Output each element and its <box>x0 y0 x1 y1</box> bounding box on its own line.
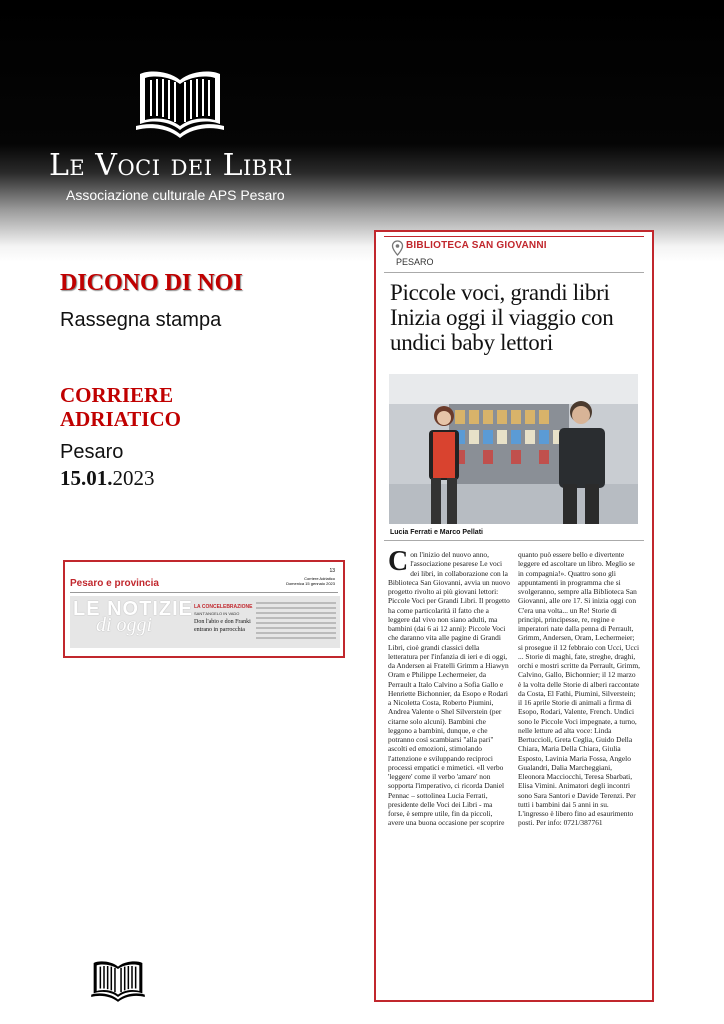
article-title: Piccole voci, grandi libri Inizia oggi il viaggio con undici baby lettori <box>390 280 614 355</box>
article-column-2: quanto può essere bello e divertente leggere ed ascoltare un libro. Meglio se in compagnia!». Quattro sono gli appuntamenti in programma che si svolgeranno, sempre alla Biblioteca San Giovanni, alle ore 17. Si inizia oggi con C'era una volta... un Re! Storie di principi, principesse, re, regine e imperatori nate dalla penna di Perrault, Grimm, Andersen, Oram, Lechermeier; si prosegue il 12 febbraio con Ucci, Ucci ... Storie di maghi, fate, streghe, draghi, orchi e mostri scritte da Perrault, Grimm, Calvino, Gallo, Bichonnier; il 12 marzo è la volta delle Storie di alberi raccontate da Costa, El Fathi, Piumini, Silverstein; il 16 aprile Storie di animali a firma di Esopo, Rodari, Valente, French. Undici sono le Piccole Voci impegnate, a turno, nelle letture ad alta voce: Linda Bertuccioli, Greta Ceglia, Guido Della Chiara, Maria Della Chiara, Giulia Esposto, Lavinia Maria Fossa, Angelo Gualandri, Dalia Marcheggiani, Eleonora Macciocchi, Teresa Sbarbati, Elisa Vimini. Animatori degli incontri sono Sara Santori e Davide Terenzi. Per tutti i bambini dai 5 anni in su. L'ingresso è libero fino ad esaurimento posti. Per info: 0721/387761 <box>518 550 640 828</box>
article-column-1 <box>388 546 510 828</box>
press-city: Pesaro <box>60 441 124 463</box>
date-day-month: 15.01. <box>60 466 113 490</box>
clip-section-title: Pesaro e provincia <box>70 578 159 589</box>
divider <box>70 592 338 593</box>
drop-cap: C <box>388 546 409 577</box>
newspaper-line2: ADRIATICO <box>60 407 181 431</box>
oggi-label: di oggi <box>96 614 153 636</box>
divider <box>384 236 644 237</box>
article-place: PESARO <box>396 257 434 267</box>
page-header <box>0 0 724 262</box>
clip-header-right <box>286 576 335 586</box>
brand-name: Le Voci dei Libri <box>49 148 293 183</box>
date-year: 2023 <box>112 466 155 490</box>
clip-page-number: 13 <box>329 568 335 574</box>
news-location: SANT'ANGELO IN VADO <box>194 611 240 616</box>
notizie-label: LE NOTIZIE <box>73 598 193 620</box>
photo-caption: Lucia Ferrati e Marco Pellati <box>390 529 483 536</box>
news-kicker: LA CONCELEBRAZIONE <box>194 604 253 610</box>
divider <box>384 540 644 541</box>
photo-illustration <box>389 374 638 524</box>
newspaper-name <box>60 383 181 431</box>
press-subheading: Rassegna stampa <box>60 309 222 331</box>
article-text-1: on l'inizio del nuovo anno, l'associazione pesarese Le voci dei libri, in collaborazione con la Biblioteca San Giovanni, avvia un nuovo progetto rivolto ai più giovani lettori: Piccole Voci per Grandi Libri. Il progetto ha come particolarità il fatto che a leggere dal vivo non siano adulti, ma bambini (dai 6 ai 12 anni): Piccole Voci che daranno vita alle pagine di Grandi Libri, cioè grandi classici della letteratura per l'infanzia di ieri e di oggi, da Andersen ai Fratelli Grimm a Hiawyn Oram e Philippe Lechermeier, da Perrault a Italo Calvino a Sofia Gallo e Henriette Bichonnier, da Esopo e Rodari a Nicoletta Costa, Roberto Piumini, Andrea Valente o Shel Silverstein (per citarne solo alcuni). Bambini che leggono a bambini, dunque, e che potranno così scambiarsi "alla pari" ascolti ed emozioni, stimolando l'attenzione e sviluppando reciproci processi empatici e mimetici. «Il verbo 'leggere' come il verbo 'amare' non sopporta l'imperativo, ci ricorda Daniel Pennac – sottolinea Lucia Ferrati, presidente delle Voci dei Libri - ma forse, è sempre utile, fin da piccoli, avere una buona occasione per scoprire <box>388 550 510 828</box>
newspaper-line1: CORRIERE <box>60 383 174 407</box>
footer-book-icon <box>90 957 146 1003</box>
article-photo <box>389 374 638 524</box>
location-pin-icon <box>391 240 404 256</box>
clip-header-paper: Corriere Adriatico <box>304 576 335 581</box>
news-title: Don l'abio e don Franki entrano in parrocchia <box>194 619 251 633</box>
press-date <box>60 466 155 491</box>
clip-header-date: Domenica 15 gennaio 2023 <box>286 581 335 586</box>
clipping-section-header <box>63 560 345 658</box>
brand-subtitle: Associazione culturale APS Pesaro <box>66 187 285 203</box>
press-heading: DICONO DI NOI <box>60 270 243 296</box>
news-box <box>70 596 340 648</box>
article-clipping <box>374 230 654 1002</box>
news-body-lines <box>256 602 336 642</box>
divider <box>384 272 644 273</box>
article-section: BIBLIOTECA SAN GIOVANNI <box>406 240 547 251</box>
open-book-icon <box>134 66 226 138</box>
